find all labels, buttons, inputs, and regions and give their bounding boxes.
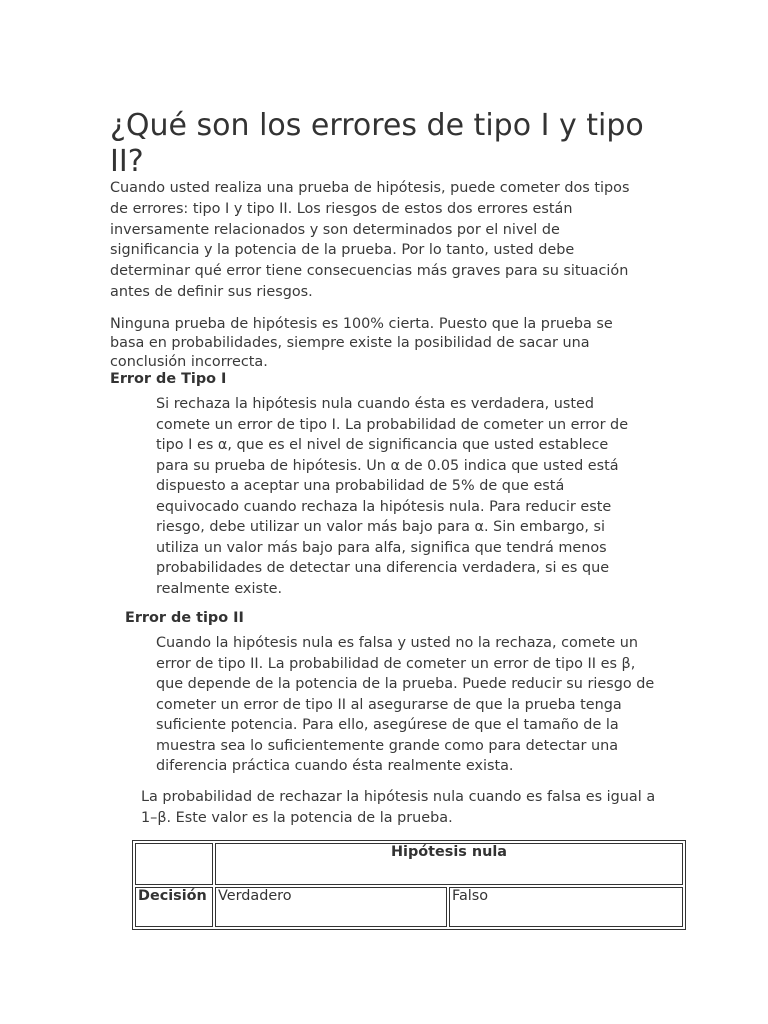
page-title: ¿Qué son los errores de tipo I y tipo II?: [110, 108, 644, 179]
table-corner-cell: [135, 843, 213, 885]
type1-body: Si rechaza la hipótesis nula cuando ésta es verdadera, usted comete un error de tipo I. La probabilidad de cometer un error de tipo I es α, que es el nivel de significancia que usted establece para su prueba de hipótesis. Un α de 0.05 indica que usted está dispuesto a aceptar una probabilidad de 5% de que está equivocado cuando rechaza la hipótesis nula. Para reducir este riesgo, debe utilizar un valor más bajo para α. Sin embargo, si utiliza un valor más bajo para alfa, significa que tendrá menos probabilidades de detectar una diferencia verdadera, si es que realmente existe.: [156, 396, 629, 597]
table-row-label-decision: Decisión: [135, 887, 213, 927]
table-row: [135, 887, 683, 927]
intro-paragraph: Cuando usted realiza una prueba de hipótesis, puede cometer dos tipos de errores: tipo I y tipo II. Los riesgos de estos dos errores están inversamente relacionados y son determinados por el nivel de significancia y la potencia de la prueba. Por lo tanto, usted debe determinar qué error tiene consecuencias más graves para su situación antes de definir sus riesgos.: [110, 180, 630, 300]
table-cell-false: Falso: [449, 887, 683, 927]
decision-table: [132, 840, 686, 930]
power-paragraph: La probabilidad de rechazar la hipótesis nula cuando es falsa es igual a 1–β. Este valor es la potencia de la prueba.: [141, 789, 656, 826]
type2-body: Cuando la hipótesis nula es falsa y usted no la rechaza, comete un error de tipo II. La probabilidad de cometer un error de tipo II es β, que depende de la potencia de la prueba. Puede reducir su riesgo de cometer un error de tipo II al asegurarse de que la prueba tenga suficiente potencia. Para ello, asegúrese de que el tamaño de la muestra sea lo suficientemente grande como para detectar una diferencia práctica cuando ésta realmente exista.: [156, 635, 655, 774]
table-cell-true: Verdadero: [215, 887, 447, 927]
type2-heading: Error de tipo II: [125, 610, 244, 626]
second-paragraph: Ninguna prueba de hipótesis es 100% cierta. Puesto que la prueba se basa en probabilidades, siempre existe la posibilidad de sacar una conclusión incorrecta.: [110, 316, 613, 370]
table-header-row: [135, 843, 683, 885]
table-header-null-hypothesis: Hipótesis nula: [215, 843, 683, 885]
type1-heading: Error de Tipo I: [110, 371, 227, 387]
